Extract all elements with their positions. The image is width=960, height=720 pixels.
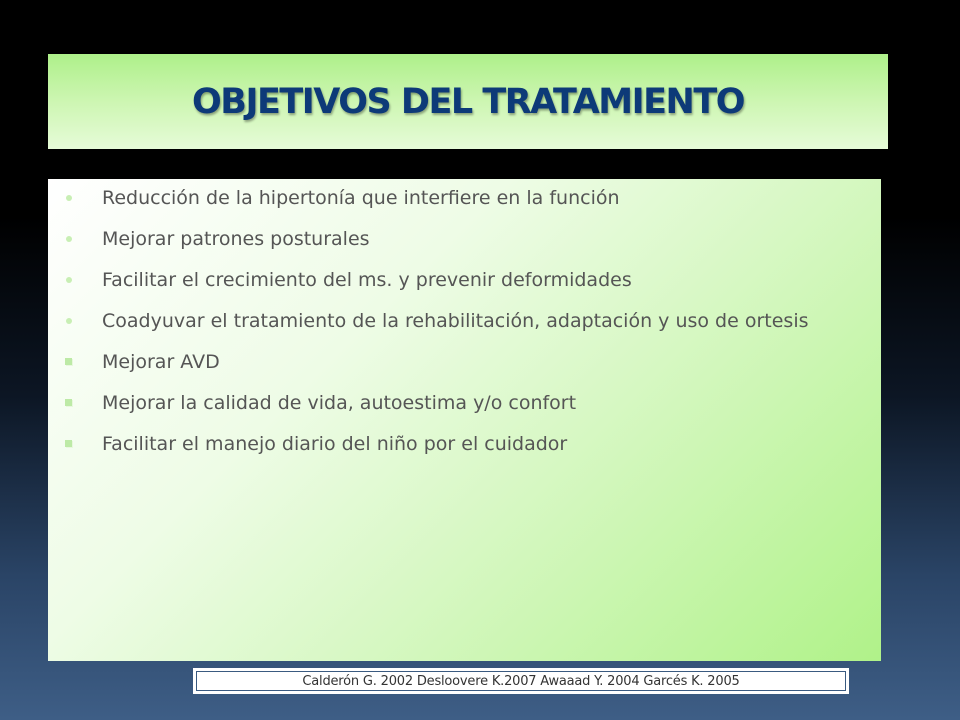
bullet-text: Mejorar AVD <box>102 351 220 373</box>
bullet-text: Mejorar la calidad de vida, autoestima y/o confort <box>102 392 577 414</box>
bullet-text: Mejorar patrones posturales <box>102 228 370 250</box>
bullet-item <box>48 226 881 252</box>
bullet-dot-icon <box>66 318 72 324</box>
content-box <box>48 179 881 661</box>
bullet-item <box>48 308 881 334</box>
citation-box <box>193 668 849 694</box>
bullet-item <box>48 267 881 293</box>
bullet-list <box>48 185 881 472</box>
title-box <box>48 54 888 149</box>
bullet-text: Facilitar el manejo diario del niño por el cuidador <box>102 433 568 455</box>
bullet-square-icon <box>65 358 72 365</box>
bullet-square-icon <box>65 440 72 447</box>
slide-title: OBJETIVOS DEL TRATAMIENTO <box>192 81 744 122</box>
bullet-item <box>48 349 881 375</box>
bullet-square-icon <box>65 399 72 406</box>
bullet-text: Coadyuvar el tratamiento de la rehabilitación, adaptación y uso de ortesis <box>102 310 809 332</box>
bullet-dot-icon <box>66 277 72 283</box>
bullet-item <box>48 431 881 457</box>
bullet-dot-icon <box>66 195 72 201</box>
bullet-text: Reducción de la hipertonía que interfiere en la función <box>102 187 620 209</box>
bullet-dot-icon <box>66 236 72 242</box>
citation-text: Calderón G. 2002 Desloovere K.2007 Awaaad Y. 2004 Garcés K. 2005 <box>302 673 740 689</box>
bullet-item <box>48 185 881 211</box>
bullet-item <box>48 390 881 416</box>
bullet-text: Facilitar el crecimiento del ms. y prevenir deformidades <box>102 269 632 291</box>
